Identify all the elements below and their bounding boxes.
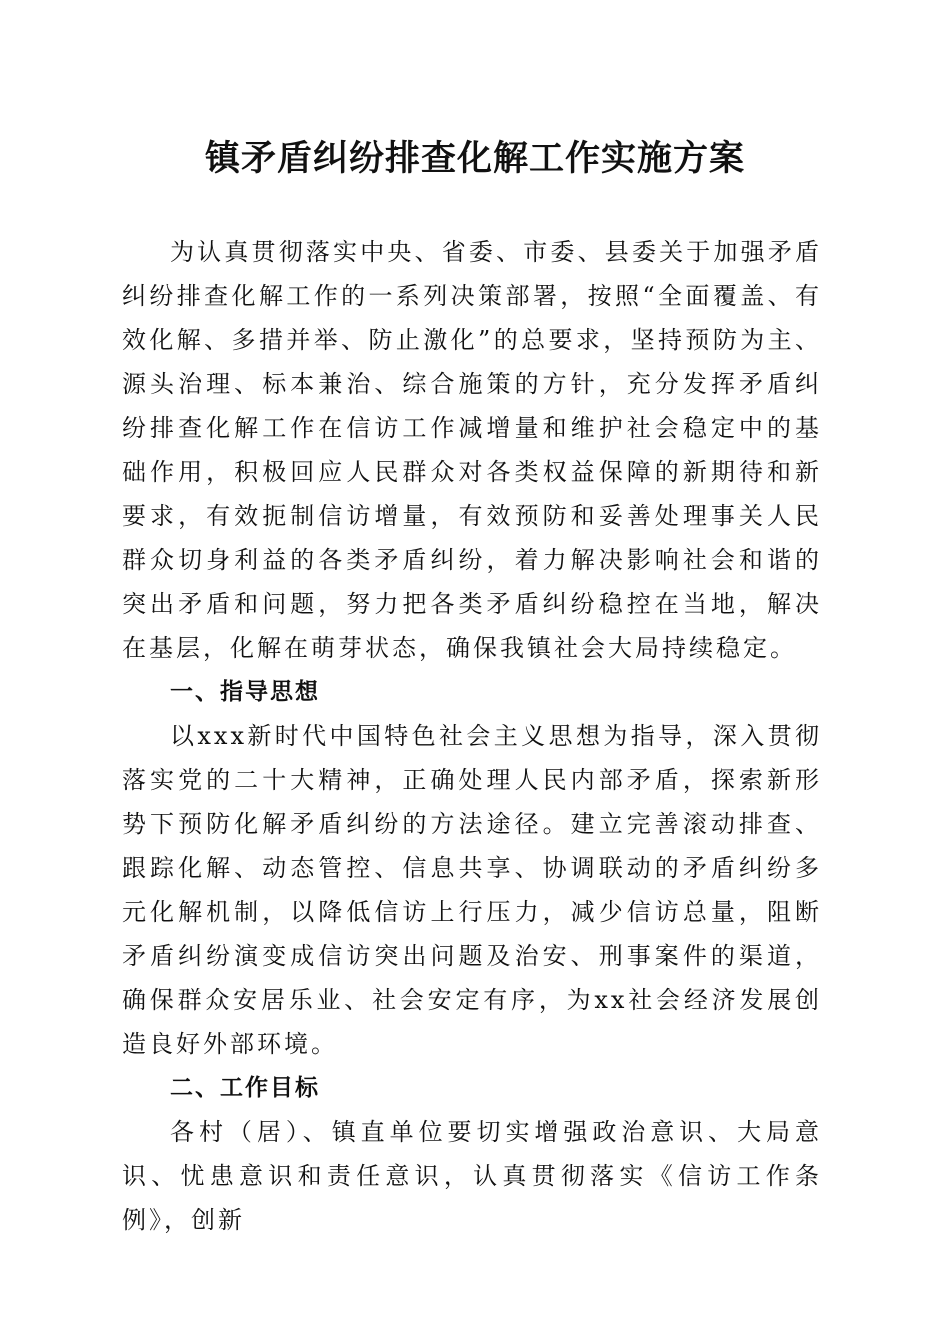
document-body — [122, 230, 822, 1242]
document-title: 镇矛盾纠纷排查化解工作实施方案 — [204, 138, 745, 179]
section-heading-work-goals: 二、工作目标 — [170, 1075, 320, 1101]
section-paragraph-work-goals: 各村（居）、镇直单位要切实增强政治意识、大局意识、忧患意识和责任意识，认真贯彻落实《信访工作条例》，创新 — [122, 1118, 822, 1234]
section-paragraph-guiding-thought: 以xxx新时代中国特色社会主义思想为指导，深入贯彻落实党的二十大精神，正确处理人民内部矛盾，探索新形势下预防化解矛盾纠纷的方法途径。建立完善滚动排查、跟踪化解、动态管控、信息共享、协调联动的矛盾纠纷多元化解机制，以降低信访上行压力，减少信访总量，阻断矛盾纠纷演变成信访突出问题及治安、刑事案件的渠道，确保群众安居乐业、社会安定有序，为xx社会经济发展创造良好外部环境。 — [122, 722, 822, 1058]
intro-paragraph: 为认真贯彻落实中央、省委、市委、县委关于加强矛盾纠纷排查化解工作的一系列决策部署，按照“全面覆盖、有效化解、多措并举、防止激化”的总要求，坚持预防为主、源头治理、标本兼治、综合施策的方针，充分发挥矛盾纠纷排查化解工作在信访工作减增量和维护社会稳定中的基础作用，积极回应人民群众对各类权益保障的新期待和新要求，有效扼制信访增量，有效预防和妥善处理事关人民群众切身利益的各类矛盾纠纷，着力解决影响社会和谐的突出矛盾和问题，努力把各类矛盾纠纷稳控在当地，解决在基层，化解在萌芽状态，确保我镇社会大局持续稳定。 — [122, 238, 822, 662]
section-heading-guiding-thought: 一、指导思想 — [170, 679, 320, 705]
